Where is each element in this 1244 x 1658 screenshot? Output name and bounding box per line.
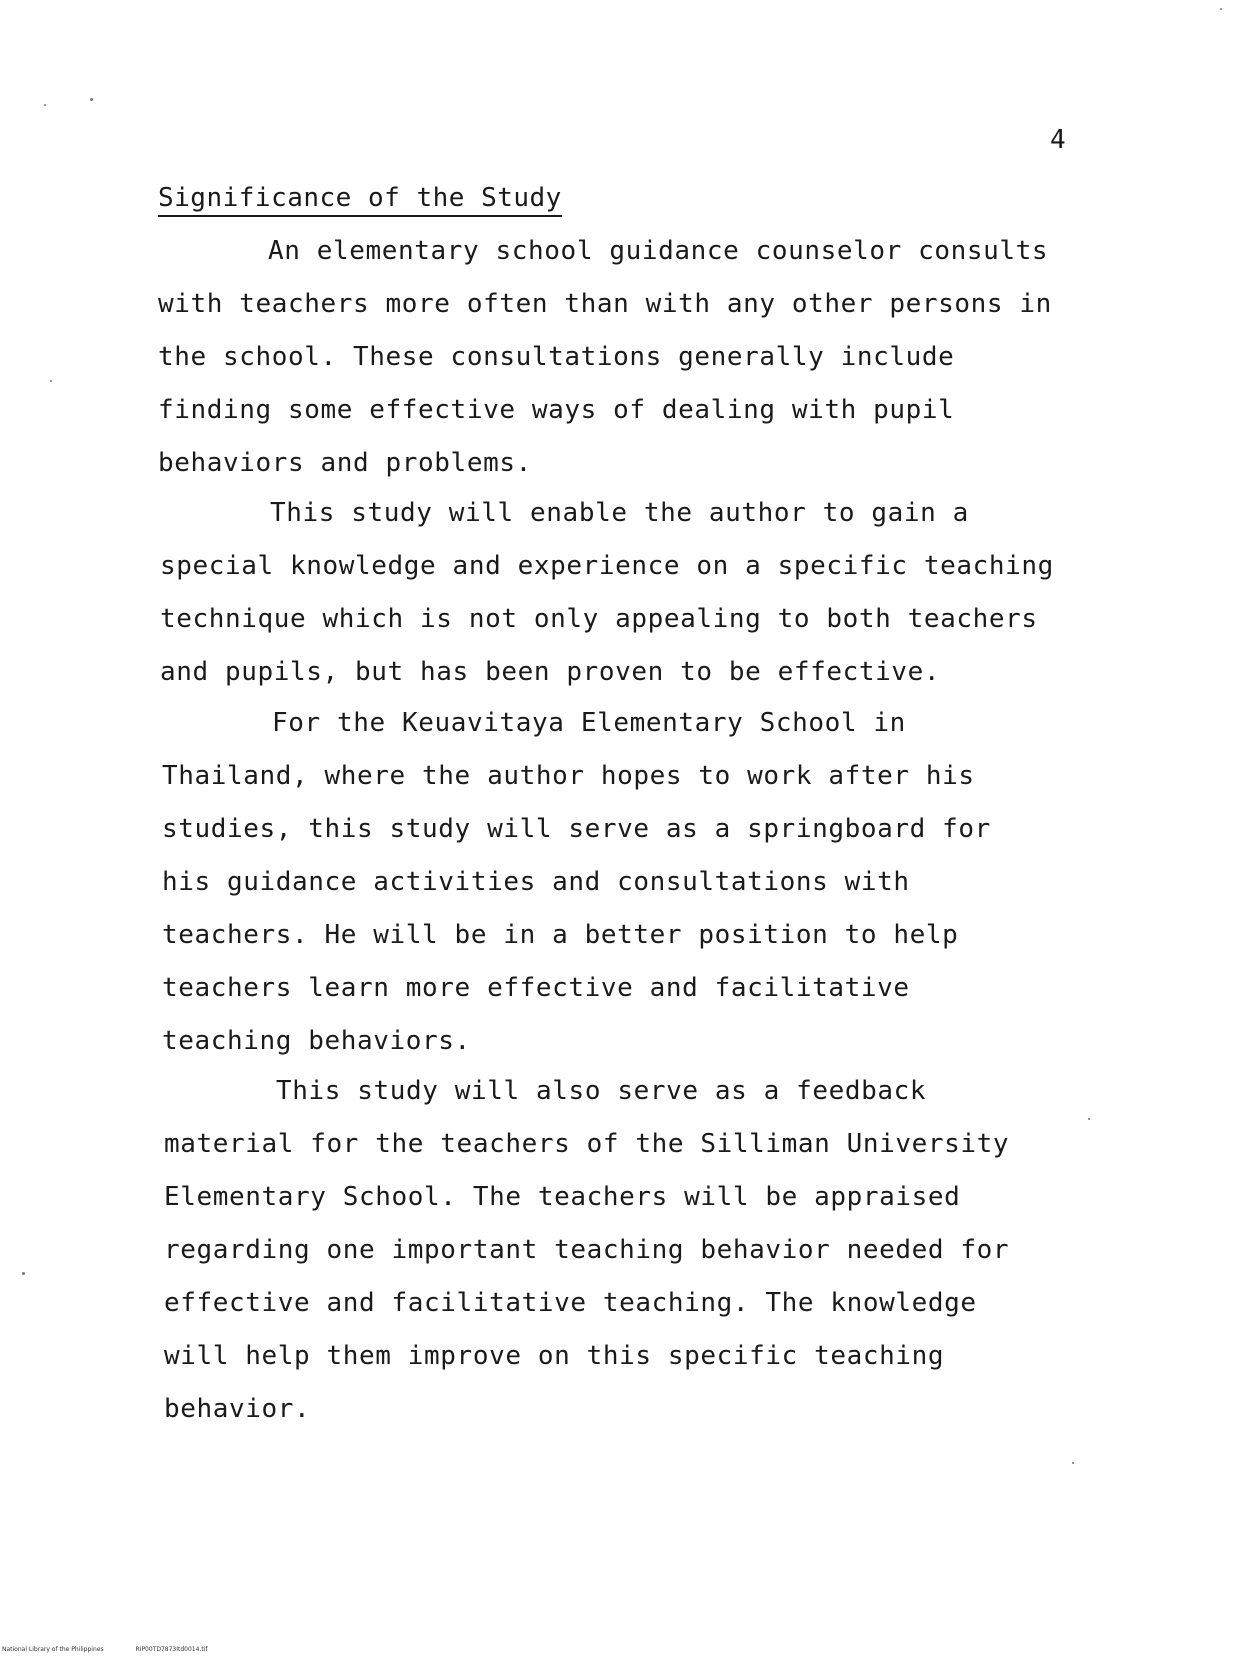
text-line: teachers learn more effective and facilitative <box>162 973 910 1003</box>
text-line: his guidance activities and consultations with <box>162 867 910 897</box>
text-line: will help them improve on this specific teaching <box>164 1341 945 1371</box>
text-line: behavior. <box>164 1394 311 1424</box>
footer-library: National Library of the Philippines <box>2 1646 104 1653</box>
text-line: and pupils, but has been proven to be effective. <box>160 657 941 687</box>
text-line: special knowledge and experience on a specific teaching <box>160 551 1054 581</box>
text-line: This study will also serve as a feedback <box>276 1076 927 1106</box>
text-line: Elementary School. The teachers will be appraised <box>164 1182 961 1212</box>
text-line: the school. These consultations generally include <box>158 342 955 372</box>
page-number: 4 <box>1050 125 1066 155</box>
scan-speck <box>22 1272 25 1275</box>
scan-speck <box>1088 1118 1090 1120</box>
text-line: effective and facilitative teaching. The knowledge <box>164 1288 977 1318</box>
text-line: For the Keuavitaya Elementary School in <box>272 708 906 738</box>
footer-file: RIP00TD7873Itd0014.tif <box>135 1646 208 1653</box>
text-line: regarding one important teaching behavior needed for <box>164 1235 1010 1265</box>
text-line: with teachers more often than with any other persons in <box>158 289 1052 319</box>
text-line: teachers. He will be in a better position to help <box>162 920 959 950</box>
text-line: studies, this study will serve as a springboard for <box>162 814 991 844</box>
text-line: technique which is not only appealing to both teachers <box>160 604 1038 634</box>
scan-footer <box>2 1646 238 1654</box>
text-line: Thailand, where the author hopes to work after his <box>162 761 975 791</box>
text-line: finding some effective ways of dealing with pupil <box>158 395 955 425</box>
text-line: behaviors and problems. <box>158 448 532 478</box>
text-line: material for the teachers of the Silliman University <box>164 1129 1010 1159</box>
scan-speck <box>1072 1462 1074 1464</box>
text-line: This study will enable the author to gain a <box>270 498 969 528</box>
scan-speck <box>1220 8 1222 10</box>
text-line: An elementary school guidance counselor consults <box>268 236 1049 266</box>
scan-speck <box>90 98 93 101</box>
text-line: teaching behaviors. <box>162 1026 471 1056</box>
section-heading: Significance of the Study <box>158 183 562 217</box>
scan-speck <box>50 380 52 382</box>
scan-speck <box>44 104 46 106</box>
